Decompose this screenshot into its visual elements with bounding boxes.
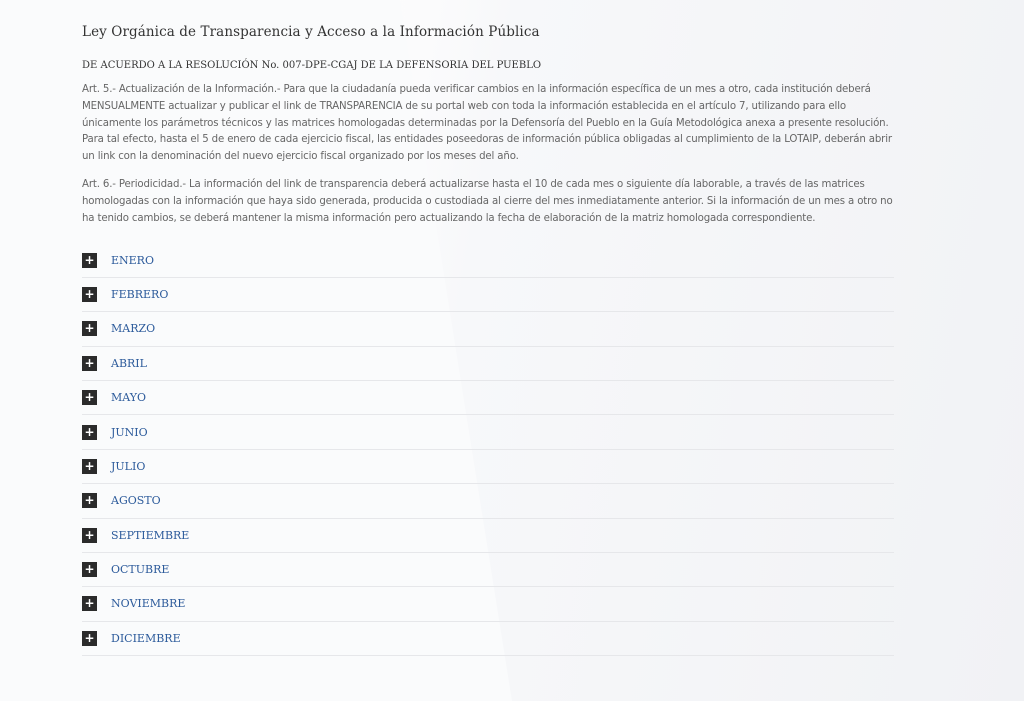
plus-icon[interactable]: + xyxy=(82,493,97,508)
accordion-item-diciembre[interactable] xyxy=(82,622,894,656)
accordion-item-label[interactable]: MAYO xyxy=(111,391,147,405)
accordion-item-febrero[interactable] xyxy=(82,278,894,312)
accordion-item-label[interactable]: SEPTIEMBRE xyxy=(111,528,190,542)
accordion-item-label[interactable]: JULIO xyxy=(111,459,146,473)
accordion-item-mayo[interactable] xyxy=(82,381,894,415)
page-title: Ley Orgánica de Transparencia y Acceso a la Información Pública xyxy=(82,24,540,40)
plus-icon[interactable]: + xyxy=(82,528,97,543)
accordion-item-label[interactable]: MARZO xyxy=(111,322,156,336)
plus-icon[interactable]: + xyxy=(82,459,97,474)
months-accordion xyxy=(82,243,894,656)
accordion-item-label[interactable]: FEBRERO xyxy=(111,287,169,301)
accordion-item-junio[interactable] xyxy=(82,415,894,449)
accordion-item-agosto[interactable] xyxy=(82,484,894,518)
main-content xyxy=(82,24,894,656)
accordion-item-label[interactable]: DICIEMBRE xyxy=(111,631,181,645)
article-6: Art. 6.- Periodicidad.- La información del link de transparencia deberá actualizarse hasta el 10 de cada mes o siguiente día laborable, a través de las matrices homologadas con la información que haya sido generada, producida o custodiada al cierre del mes inmediatamente anterior. Si la información de un mes a otro no ha tenido cambios, se deberá mantener la misma información pero actualizando la fecha de elaboración de la matriz homologada correspondiente. xyxy=(82,178,893,224)
accordion-item-octubre[interactable] xyxy=(82,553,894,587)
accordion-item-label[interactable]: OCTUBRE xyxy=(111,563,170,577)
plus-icon[interactable]: + xyxy=(82,390,97,405)
accordion-item-label[interactable]: ENERO xyxy=(111,253,154,267)
accordion-item-abril[interactable] xyxy=(82,347,894,381)
accordion-item-label[interactable]: JUNIO xyxy=(111,425,148,439)
page-subtitle: DE ACUERDO A LA RESOLUCIÓN No. 007-DPE-CGAJ DE LA DEFENSORIA DEL PUEBLO xyxy=(82,60,542,71)
plus-icon[interactable]: + xyxy=(82,253,97,268)
plus-icon[interactable]: + xyxy=(82,562,97,577)
accordion-item-julio[interactable] xyxy=(82,450,894,484)
article-5: Art. 5.- Actualización de la Información.- Para que la ciudadanía pueda verificar cambios en la información específica de un mes a otro, cada institución deberá MENSUALMENTE actualizar y publicar el link de TRANSPARENCIA de su portal web con toda la información establecida en el artículo 7, utilizando para ello únicamente los parámetros técnicos y las matrices homologadas determinadas por la Defensoría del Pueblo en la Guía Metodológica anexa a presente resolución. Para tal efecto, hasta el 5 de enero de cada ejercicio fiscal, las entidades poseedoras de información pública obligadas al cumplimiento de la LOTAIP, deberán abrir un link con la denominación del nuevo ejercicio fiscal organizado por los meses del año. xyxy=(82,84,892,163)
plus-icon[interactable]: + xyxy=(82,425,97,440)
plus-icon[interactable]: + xyxy=(82,321,97,336)
plus-icon[interactable]: + xyxy=(82,596,97,611)
accordion-item-label[interactable]: ABRIL xyxy=(111,356,147,370)
plus-icon[interactable]: + xyxy=(82,631,97,646)
accordion-item-label[interactable]: AGOSTO xyxy=(111,494,161,508)
accordion-item-enero[interactable] xyxy=(82,243,894,277)
plus-icon[interactable]: + xyxy=(82,287,97,302)
accordion-item-septiembre[interactable] xyxy=(82,519,894,553)
plus-icon[interactable]: + xyxy=(82,356,97,371)
accordion-item-label[interactable]: NOVIEMBRE xyxy=(111,597,186,611)
accordion-item-marzo[interactable] xyxy=(82,312,894,346)
accordion-item-noviembre[interactable] xyxy=(82,587,894,621)
